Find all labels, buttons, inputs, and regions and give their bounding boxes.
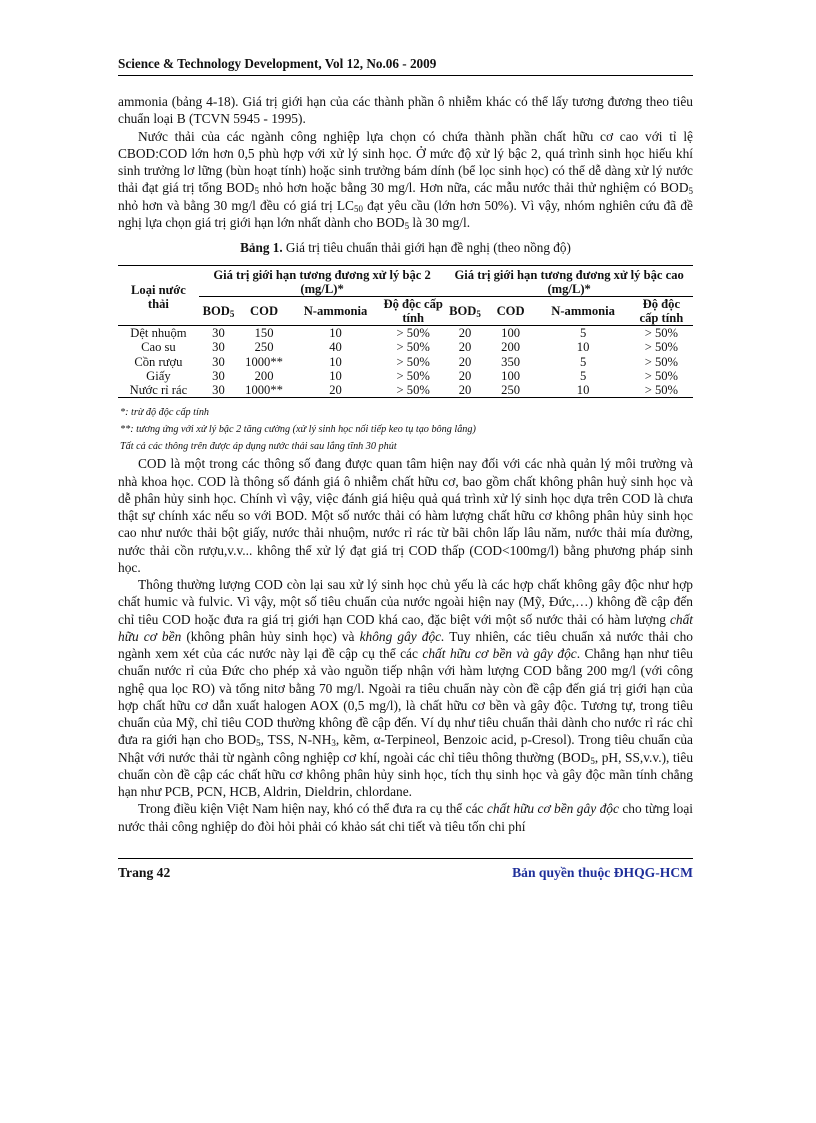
table-note: *: trừ độ độc cấp tính (120, 407, 210, 419)
row-label: Nước rỉ rác (118, 383, 199, 398)
table-cell: 350 (501, 354, 521, 369)
table-row (118, 326, 693, 341)
table-row (118, 369, 693, 383)
table-cell: 10 (536, 383, 629, 398)
row-label: Giấy (146, 368, 171, 383)
paragraph-1: ammonia (bảng 4-18). Giá trị giới hạn của các thành phần ô nhiễm khác có thể lấy tương đương theo tiêu chuẩn loại B (TCVN 5945 - 1995). (118, 94, 693, 127)
table-cell: 250 (254, 340, 274, 355)
col-header-n-ammonia: N-ammonia (536, 297, 629, 326)
col-header-type: Loại nước thải (118, 266, 199, 326)
table-row (118, 340, 693, 354)
col-header-cod: COD (485, 297, 537, 326)
table-cell: 10 (329, 326, 342, 340)
page (118, 56, 693, 835)
table-row (118, 383, 693, 398)
table-cell: 40 (329, 340, 342, 355)
limit-values-table (118, 265, 693, 398)
col-header-bod: $BOD_5$ (199, 297, 238, 326)
paragraph-4: Thông thường lượng COD còn lại sau xử lý sinh học chủ yếu là các hợp chất không gây độc như hợp chất humic và fulvic. Vì vậy, một số tiêu chuẩn của nước ngoài hiện nay (Mỹ, Đức,…) không đề cập đến chỉ tiêu COD hoặc đưa ra giá trị giới hạn COD khá cao, đặc biệt với một số nước thải có hàm lượng chất hữu cơ bền (không phân hủy sinh học) và không gây độc. Tuy nhiên, các tiêu chuẩn xả nước thải cho ngành xem xét của các nước này lại đề cập cụ thể các chất hữu cơ bền và gây độc. Chẳng hạn như tiêu chuẩn nước rỉ của Đức cho phép xả vào nguồn tiếp nhận với hàm lượng COD bằng 200 mg/l (với công nghệ qua lọc RO) và tổng nitơ bằng 70 mg/l. Ngoài ra tiêu chuẩn này còn đề cập đến giá trị giới hạn của hợp chất hữu cơ dẫn xuất halogen AOX (0,5 mg/l), là chất hữu cơ bền và gây độc. Tương tự, trong tiêu chuẩn của Mỹ, chỉ tiêu COD thường không đề cập đến. Ví dụ như tiêu chuẩn thải dành cho nước rỉ rác chỉ đưa ra giới hạn cho $BOD_5$, TSS, $N-NH_3$, kẽm, α-Terpineol, Benzoic acid, p-Cresol). Trong tiêu chuẩn của Nhật với nước thải từ ngành công nghiệp cơ khí, ngoài các chỉ tiêu thông thường ($BOD_5$, pH, SS,v.v.), tiêu chuẩn còn đề cập các chất hữu cơ không phân hủy sinh học, tích thụ sinh học và gây độc mãn tính chẳng hạn như PCB, PCN, HCB, Aldrin, Dieldrin, chlordane. (118, 577, 694, 800)
table-cell: 100 (501, 368, 521, 383)
table-cell: 10 (329, 354, 342, 369)
table-cell: > 50% (644, 340, 679, 355)
table-note: Tất cả các thông trên được áp dụng nước thải sau lắng tĩnh 30 phút (120, 441, 397, 453)
table-cell: 150 (254, 326, 274, 340)
table-cell: 1000** (245, 354, 283, 369)
row-label: Cồn rượu (134, 354, 183, 369)
copyright-notice: Bản quyền thuộc ĐHQG-HCM (512, 865, 693, 880)
table-cell: > 50% (396, 354, 430, 369)
table-cell: 100 (501, 326, 521, 340)
table-cell: 30 (212, 340, 225, 355)
table-cell: 200 (501, 340, 521, 355)
table-cell: 20 (290, 383, 381, 398)
table-cell: 200 (254, 368, 274, 383)
table-cell: > 50% (396, 326, 430, 340)
table-body (118, 326, 693, 398)
table-cell: > 50% (381, 383, 445, 398)
col-header-bod: $BOD_5$ (445, 297, 484, 326)
col-header-n-ammonia: N-ammonia (290, 297, 381, 326)
paragraph-3: COD là một trong các thông số đang được quan tâm hiện nay đối với các nhà quản lý môi trường và nhà khoa học. COD là thông số đánh giá ô nhiễm chất hữu cơ, bao gồm chất không phân huỷ sinh học và dễ phân hủy sinh học. Chính vì vậy, việc đánh giá hiệu quả quá trình xử lý sinh học dựa trên COD là chưa thật sự chính xác nếu so với BOD. Một số nước thải có hàm lượng chất hữu cơ không phân hủy sinh học cao như nước thải bột giấy, nước thải nhuộm, nước rỉ rác từ bãi chôn lấp lâu năm, nước thải mía đường, nước thải cồn rượu,v.v... không thể xử lý đạt giá trị COD thấp (COD<100mg/l) bằng phương pháp sinh học. (118, 456, 693, 575)
table-cell: > 50% (396, 368, 430, 383)
table-notes (120, 404, 693, 455)
page-number: Trang 42 (118, 865, 171, 880)
table-cell: > 50% (630, 383, 693, 398)
table-cell: 20 (458, 340, 472, 355)
table-cell: > 50% (644, 354, 679, 369)
col-group-secondary: Giá trị giới hạn tương đương xử lý bậc 2 (mg/L)* (199, 266, 446, 297)
table-cell: 5 (579, 354, 587, 369)
paragraph-2: Nước thải của các ngành công nghiệp lựa chọn có chứa thành phần chất hữu cơ cao với tỉ lệ CBOD:COD lớn hơn 0,5 phù hợp với xử lý sinh học. Ở mức độ xử lý bậc 2, quá trình sinh học hiếu khí sinh trưởng lơ lững (bùn hoạt tính) hoặc sinh trưởng bám dính (bể lọc sinh học) có thể dễ dàng xử lý nước thải đạt giá trị tổng $BOD_5$ nhỏ hơn hoặc bằng 30 mg/l. Hơn nữa, các mẫu nước thải thử nghiệm có $BOD_5$ nhỏ hơn và bằng 30 mg/l đều có giá trị $LC_{50}$ đạt yêu cầu (lớn hơn 50%). Vì vậy, nhóm nghiên cứu đã đề nghị lựa chọn giá trị giới hạn lớn nhất dành cho $BOD_5$ là 30 mg/l. (118, 128, 693, 231)
table-cell: 30 (199, 383, 238, 398)
table-cell: 30 (212, 326, 225, 340)
table-cell: 5 (579, 326, 587, 340)
col-group-advanced: Giá trị giới hạn tương đương xử lý bậc cao (mg/L)* (445, 266, 693, 297)
col-header-toxicity: Độ độc cấp tính (381, 297, 445, 326)
page-footer (118, 858, 693, 880)
row-label: Cao su (141, 340, 176, 355)
journal-header: Science & Technology Development, Vol 12, No.06 - 2009 (118, 56, 693, 76)
table-cell: 20 (458, 326, 472, 340)
table-cell: 250 (485, 383, 537, 398)
paragraph-5: Trong điều kiện Việt Nam hiện nay, khó có thể đưa ra cụ thể các chất hữu cơ bền gây độc cho từng loại nước thải công nghiệp do đòi hỏi phải có khảo sát chi tiết và tiêu tốn chi phí (118, 801, 693, 834)
table-caption: Bảng 1. Giá trị tiêu chuẩn thải giới hạn đề nghị (theo nồng độ) (240, 240, 571, 255)
table-cell: 30 (212, 368, 225, 383)
page-body (118, 93, 693, 835)
col-header-toxicity: Độ độc cấp tính (630, 297, 693, 326)
table-cell: 20 (458, 368, 472, 383)
table-cell: 20 (458, 354, 472, 369)
table-cell: > 50% (644, 368, 679, 383)
table-cell: 20 (445, 383, 484, 398)
table-row (118, 355, 693, 369)
table-cell: 1000** (238, 383, 290, 398)
table-note: **: tương ứng với xử lý bậc 2 tăng cường (xử lý sinh học nối tiếp keo tụ tạo bông lắng) (120, 424, 476, 436)
row-label: Dệt nhuộm (130, 326, 187, 340)
table-cell: > 50% (396, 340, 430, 355)
col-header-cod: COD (238, 297, 290, 326)
table-cell: > 50% (644, 326, 679, 340)
table-cell: 30 (212, 354, 225, 369)
table-cell: 5 (579, 368, 587, 383)
table-cell: 10 (329, 368, 342, 383)
table-cell: 10 (576, 340, 590, 355)
